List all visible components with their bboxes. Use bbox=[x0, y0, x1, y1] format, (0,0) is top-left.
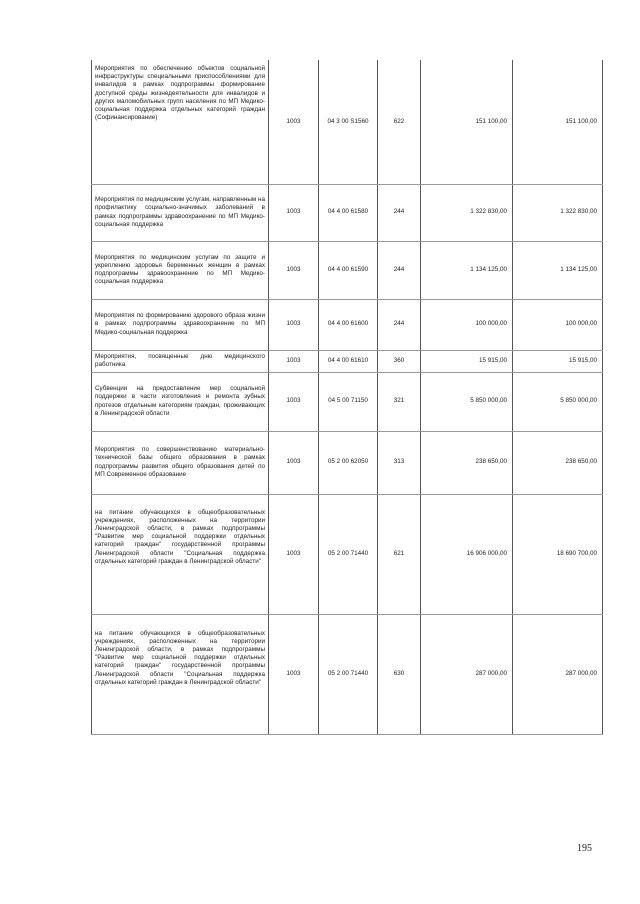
row-expense-type: 621 bbox=[378, 494, 421, 614]
row-section-code: 1003 bbox=[269, 494, 319, 614]
row-section-code: 1003 bbox=[269, 60, 319, 184]
row-expense-type: 313 bbox=[378, 431, 421, 494]
row-target-code: 04 4 00 61600 bbox=[319, 299, 378, 350]
row-target-code: 04 3 00 S1560 bbox=[319, 60, 378, 184]
budget-table bbox=[91, 60, 603, 735]
row-target-code: 05 2 00 62050 bbox=[319, 431, 378, 494]
row-section-code: 1003 bbox=[269, 350, 319, 372]
row-target-code: 04 5 00 71150 bbox=[319, 372, 378, 431]
row-section-code: 1003 bbox=[269, 184, 319, 241]
row-description: Мероприятия по совершенствованию материально-технической базы общего образования в рамках подпрограммы развития общего образования детей по МП Современное образование bbox=[92, 431, 269, 494]
row-amount-1: 16 906 000,00 bbox=[421, 494, 513, 614]
row-description: на питание обучающихся в общеобразовательных учреждениях, расположенных на территории Ленинградской области, в рамках подпрограммы "Развитие мер социальной поддержки отдельных категорий граждан" государственной программы Ленинградской области "Социальная поддержка отдельных категорий граждан в Ленинградской области" bbox=[92, 614, 269, 734]
row-amount-1: 5 850 000,00 bbox=[421, 372, 513, 431]
row-amount-1: 287 000,00 bbox=[421, 614, 513, 734]
table-row bbox=[92, 494, 603, 614]
row-target-code: 04 4 00 61580 bbox=[319, 184, 378, 241]
row-amount-1: 1 322 830,00 bbox=[421, 184, 513, 241]
row-expense-type: 244 bbox=[378, 299, 421, 350]
page-number: 195 bbox=[577, 843, 592, 854]
row-expense-type: 244 bbox=[378, 241, 421, 299]
row-amount-2: 5 850 000,00 bbox=[513, 372, 603, 431]
row-section-code: 1003 bbox=[269, 614, 319, 734]
table-row bbox=[92, 431, 603, 494]
row-amount-1: 151 100,00 bbox=[421, 60, 513, 184]
row-section-code: 1003 bbox=[269, 299, 319, 350]
row-amount-2: 287 000,00 bbox=[513, 614, 603, 734]
row-target-code: 05 2 00 71440 bbox=[319, 614, 378, 734]
row-amount-2: 18 690 700,00 bbox=[513, 494, 603, 614]
row-section-code: 1003 bbox=[269, 431, 319, 494]
row-expense-type: 321 bbox=[378, 372, 421, 431]
row-description: Мероприятия по формированию здорового образа жизни в рамках подпрограммы здравоохранение по МП Медико-социальная поддержка bbox=[92, 299, 269, 350]
row-description: Мероприятия по обеспечению объектов социальной инфраструктуры специальными приспособлениями для инвалидов в рамках подпрограммы формирование доступной среды жизнедеятельности для инвалидов и других маломобильных групп населения по МП Медико-социальная поддержка отдельных категорий граждан (Софинансирование) bbox=[92, 60, 269, 184]
row-amount-1: 238 650,00 bbox=[421, 431, 513, 494]
row-amount-1: 15 915,00 bbox=[421, 350, 513, 372]
table-row bbox=[92, 614, 603, 734]
row-section-code: 1003 bbox=[269, 241, 319, 299]
row-description: Мероприятия по медицинским услугам по защите и укреплению здоровья беременных женщин в рамках подпрограммы здравоохранение по МП Медико-социальная поддержка bbox=[92, 241, 269, 299]
row-amount-2: 1 322 830,00 bbox=[513, 184, 603, 241]
row-amount-2: 15 915,00 bbox=[513, 350, 603, 372]
row-amount-2: 1 134 125,00 bbox=[513, 241, 603, 299]
row-target-code: 04 4 00 61590 bbox=[319, 241, 378, 299]
row-expense-type: 622 bbox=[378, 60, 421, 184]
row-amount-1: 1 134 125,00 bbox=[421, 241, 513, 299]
row-description: Мероприятия, посвященные дню медицинского работника bbox=[92, 350, 269, 372]
row-amount-2: 151 100,00 bbox=[513, 60, 603, 184]
row-expense-type: 630 bbox=[378, 614, 421, 734]
table-row bbox=[92, 60, 603, 184]
table-row bbox=[92, 241, 603, 299]
table-row bbox=[92, 299, 603, 350]
table-row bbox=[92, 184, 603, 241]
row-amount-2: 238 650,00 bbox=[513, 431, 603, 494]
row-description: на питание обучающихся в общеобразовательных учреждениях, расположенных на территории Ленинградской области, в рамках подпрограммы "Развитие мер социальной поддержки отдельных категорий граждан" государственной программы Ленинградской области "Социальная поддержка отдельных категорий граждан в Ленинградской области" bbox=[92, 494, 269, 614]
row-expense-type: 244 bbox=[378, 184, 421, 241]
row-description: Мероприятия по медицинским услугам, направленным на профилактику социально-значимых заболеваний в рамках подпрограммы здравоохранение по МП Медико-социальная поддержка bbox=[92, 184, 269, 241]
row-description: Субвенции на предоставление мер социальной поддержки в части изготовления и ремонта зубных протезов отдельным категориям граждан, проживающих в Ленинградской области bbox=[92, 372, 269, 431]
table-row bbox=[92, 372, 603, 431]
row-amount-1: 100 000,00 bbox=[421, 299, 513, 350]
row-target-code: 05 2 00 71440 bbox=[319, 494, 378, 614]
row-target-code: 04 4 00 61610 bbox=[319, 350, 378, 372]
row-expense-type: 360 bbox=[378, 350, 421, 372]
row-section-code: 1003 bbox=[269, 372, 319, 431]
row-amount-2: 100 000,00 bbox=[513, 299, 603, 350]
table-row bbox=[92, 350, 603, 372]
